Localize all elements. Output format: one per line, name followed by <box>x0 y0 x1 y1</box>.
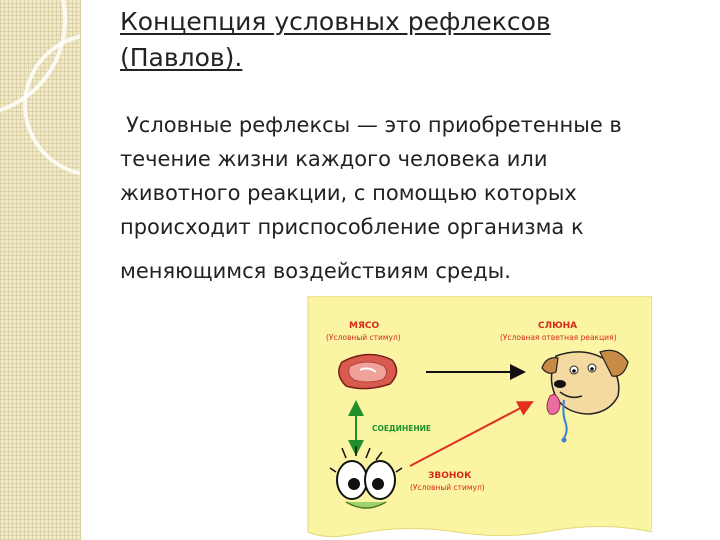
connection-label: СОЕДИНЕНИЕ <box>372 424 432 433</box>
decorative-side-strip <box>0 0 81 540</box>
paragraph-line-3: животного реакции, с помощью которых <box>120 181 577 205</box>
paragraph-line-5: меняющимся воздействиям среды. <box>120 259 511 283</box>
saliva-label: СЛЮНА <box>538 321 578 331</box>
decorative-circles <box>0 0 80 540</box>
meat-picture <box>339 354 397 388</box>
meat-label: МЯСО <box>349 321 380 331</box>
title-line-1: Концепция условных рефлексов <box>120 7 551 36</box>
paragraph-line-2: течение жизни каждого человека или <box>120 147 548 171</box>
saliva-sublabel: (Условная ответная реакция) <box>500 333 617 342</box>
paragraph-line-4: происходит приспособление организма к <box>120 215 584 239</box>
pavlov-diagram-svg <box>306 296 652 540</box>
bell-sublabel: (Условный стимул) <box>410 483 485 492</box>
pavlov-diagram <box>306 296 652 540</box>
slide-title <box>120 4 680 76</box>
definition-paragraph <box>120 108 690 288</box>
meat-sublabel: (Условный стимул) <box>326 333 401 342</box>
title-line-2: (Павлов). <box>120 43 243 72</box>
bell-label: ЗВОНОК <box>428 471 472 481</box>
paragraph-line-1: Условные рефлексы — это приобретенные в <box>126 113 622 137</box>
